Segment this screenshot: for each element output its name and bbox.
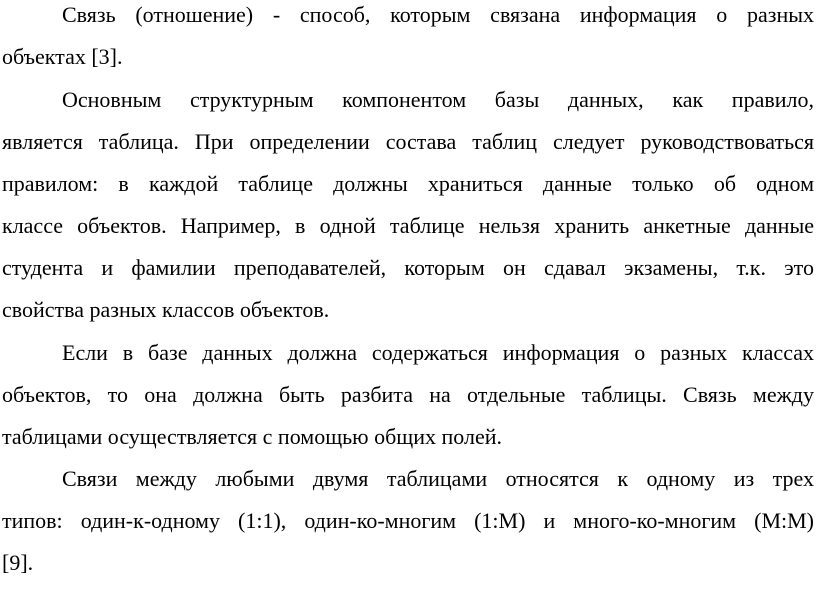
- paragraph-line: студента и фамилии преподавателей, которым он сдавал экзамены, т.к. это: [2, 255, 814, 280]
- paragraph-line: Если в базе данных должна содержаться информация о разных классах: [62, 340, 814, 365]
- paragraph-line: Связи между любыми двумя таблицами относятся к одному из трех: [62, 466, 814, 491]
- paragraph-line: Связь (отношение) - способ, которым связана информация о разных: [62, 2, 814, 27]
- paragraph-line: классе объектов. Например, в одной таблице нельзя хранить анкетные данные: [2, 213, 814, 238]
- paragraph-line: объектов, то она должна быть разбита на отдельные таблицы. Связь между: [2, 382, 814, 407]
- paragraph-line: типов: один-к-одному (1:1), один-ко-многим (1:M) и много-ко-многим (M:M): [2, 508, 814, 533]
- paragraph-line: таблицами осуществляется с помощью общих полей.: [2, 424, 503, 449]
- paragraph-line: Основным структурным компонентом базы данных, как правило,: [62, 87, 814, 112]
- paragraph-line: является таблица. При определении состава таблиц следует руководствоваться: [2, 129, 814, 154]
- paragraph-line: правилом: в каждой таблице должны храниться данные только об одном: [2, 171, 814, 196]
- paragraph-line: [9].: [2, 550, 34, 575]
- paragraph-line: объектах [3].: [2, 44, 123, 69]
- paragraph-line: свойства разных классов объектов.: [2, 297, 330, 322]
